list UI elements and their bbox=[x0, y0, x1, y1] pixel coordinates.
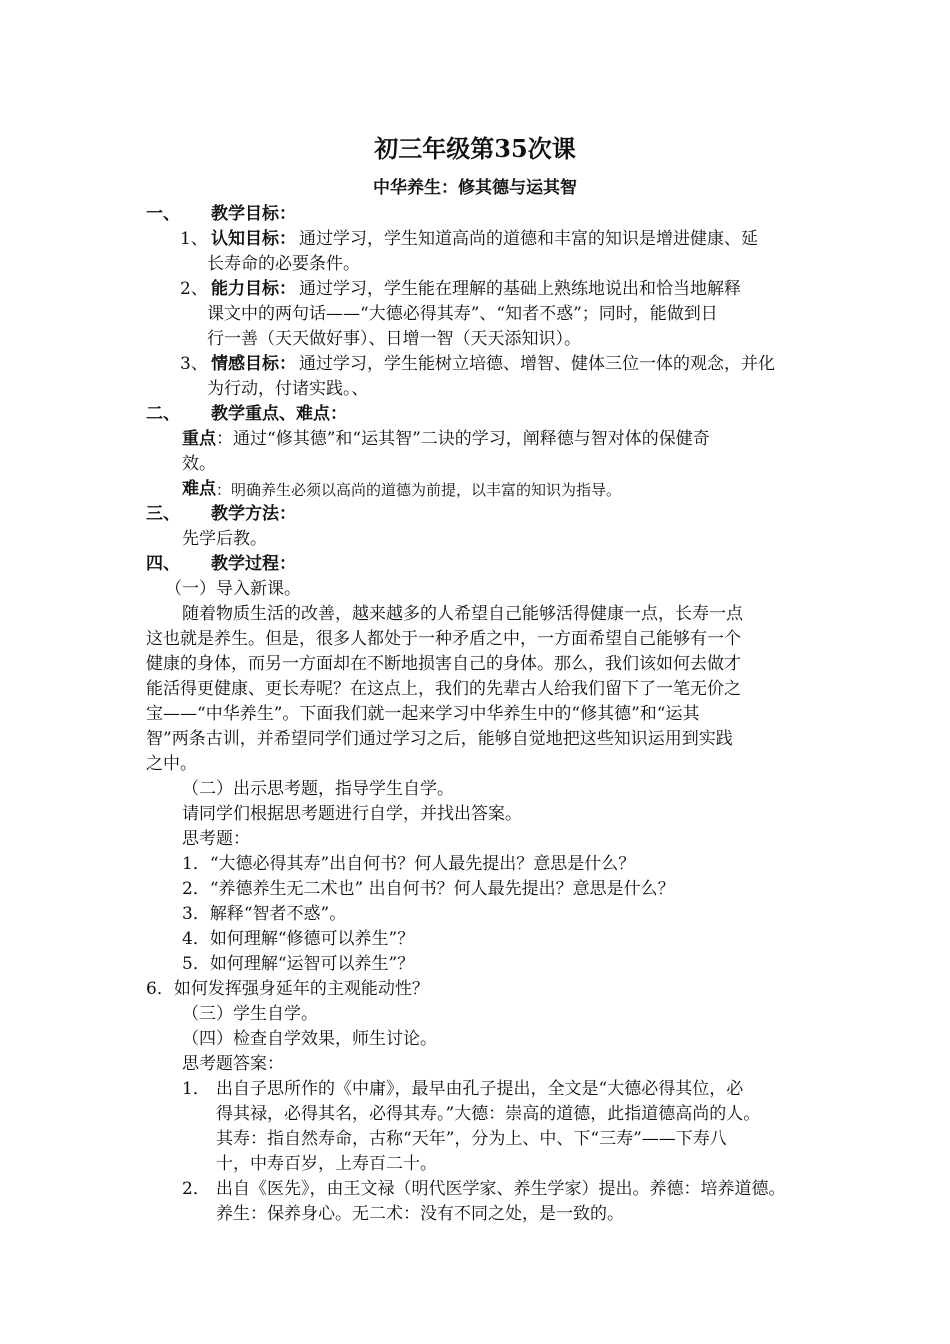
intro-line-7: 之中。 bbox=[146, 754, 197, 774]
section-1-number: 一、 bbox=[146, 204, 180, 224]
goal-2-label: 能力目标： bbox=[211, 279, 296, 299]
step-1-heading: （一）导入新课。 bbox=[165, 579, 301, 599]
answer-1-number: 1． bbox=[182, 1079, 210, 1099]
method-text: 先学后教。 bbox=[182, 529, 267, 549]
answer-1-line-4: 十，中寿百岁，上寿百二十。 bbox=[216, 1154, 437, 1174]
goal-3-line-2: 为行动，付诸实践。、 bbox=[207, 379, 369, 399]
question-5: 5．如何理解“运智可以养生”？ bbox=[182, 954, 415, 974]
answer-2-number: 2． bbox=[182, 1179, 210, 1199]
goal-3-line-1: 通过学习，学生能树立培德、增智、健体三位一体的观念，并化 bbox=[299, 354, 775, 374]
difficulty-label: 难点 bbox=[182, 479, 216, 499]
key-point-line-1: ：通过“修其德”和“运其智”二诀的学习，阐释德与智对体的保健奇 bbox=[216, 429, 710, 449]
section-4-number: 四、 bbox=[146, 554, 180, 574]
section-2-heading: 教学重点、难点： bbox=[211, 404, 347, 424]
section-1-heading: 教学目标： bbox=[211, 204, 296, 224]
answer-1-line-1: 出自子思所作的《中庸》，最早由孔子提出，全文是“大德必得其位，必 bbox=[216, 1079, 744, 1099]
intro-line-3: 健康的身体，而另一方面却在不断地损害自己的身体。那么，我们该如何去做才 bbox=[146, 654, 741, 674]
question-2: 2．“养德养生无二术也” 出自何书？何人最先提出？意思是什么？ bbox=[182, 879, 675, 899]
answer-1-line-2: 得其禄，必得其名，必得其寿。”大德：崇高的道德，此指道德高尚的人。 bbox=[216, 1104, 761, 1124]
question-4: 4．如何理解“修德可以养生”？ bbox=[182, 929, 415, 949]
step-2-text: 请同学们根据思考题进行自学，并找出答案。 bbox=[182, 804, 522, 824]
question-3: 3．解释“智者不惑”。 bbox=[182, 904, 347, 924]
questions-label: 思考题： bbox=[182, 829, 250, 849]
intro-line-2: 这也就是养生。但是，很多人都处于一种矛盾之中，一方面希望自己能够有一个 bbox=[146, 629, 741, 649]
page-title: 初三年级第35次课 bbox=[374, 134, 576, 163]
answer-1-line-3: 其寿：指自然寿命，古称“天年”，分为上、中、下“三寿”——下寿八 bbox=[216, 1129, 727, 1149]
goal-1-label: 认知目标： bbox=[211, 229, 296, 249]
goal-2-number: 2、 bbox=[180, 279, 208, 299]
difficulty-text: ：明确养生必须以高尚的道德为前提，以丰富的知识为指导。 bbox=[216, 481, 622, 499]
page-subtitle: 中华养生：修其德与运其智 bbox=[373, 178, 577, 198]
section-4-heading: 教学过程： bbox=[211, 554, 296, 574]
intro-line-6: 智”两条古训，并希望同学们通过学习之后，能够自觉地把这些知识运用到实践 bbox=[146, 729, 733, 749]
section-3-number: 三、 bbox=[146, 504, 180, 524]
step-4-heading: （四）检查自学效果，师生讨论。 bbox=[182, 1029, 437, 1049]
question-6: 6．如何发挥强身延年的主观能动性？ bbox=[146, 979, 429, 999]
key-point-label: 重点 bbox=[182, 429, 216, 449]
goal-3-label: 情感目标： bbox=[211, 354, 296, 374]
key-point-line-2: 效。 bbox=[182, 454, 216, 474]
goal-2-line-3: 行一善（天天做好事）、日增一智（天天添知识）。 bbox=[207, 329, 581, 349]
intro-line-5: 宝——“中华养生”。下面我们就一起来学习中华养生中的“修其德”和“运其 bbox=[146, 704, 700, 724]
step-2-heading: （二）出示思考题，指导学生自学。 bbox=[182, 779, 454, 799]
goal-1-line-2: 长寿命的必要条件。 bbox=[207, 254, 360, 274]
goal-3-number: 3、 bbox=[180, 354, 208, 374]
goal-2-line-2: 课文中的两句话——“大德必得其寿”、“知者不惑”；同时，能做到日 bbox=[207, 304, 718, 324]
question-1: 1．“大德必得其寿”出自何书？何人最先提出？意思是什么？ bbox=[182, 854, 636, 874]
section-2-number: 二、 bbox=[146, 404, 180, 424]
answer-2-line-2: 养生：保养身心。无二术：没有不同之处，是一致的。 bbox=[216, 1204, 624, 1224]
answer-2-line-1: 出自《医先》，由王文禄（明代医学家、养生学家）提出。养德：培养道德。 bbox=[216, 1179, 786, 1199]
answers-label: 思考题答案： bbox=[182, 1054, 284, 1074]
section-3-heading: 教学方法： bbox=[211, 504, 296, 524]
goal-1-line-1: 通过学习，学生知道高尚的道德和丰富的知识是增进健康、延 bbox=[299, 229, 758, 249]
goal-1-number: 1、 bbox=[180, 229, 208, 249]
intro-line-4: 能活得更健康、更长寿呢？在这点上，我们的先辈古人给我们留下了一笔无价之 bbox=[146, 679, 741, 699]
intro-line-1: 随着物质生活的改善，越来越多的人希望自己能够活得健康一点，长寿一点 bbox=[182, 604, 743, 624]
step-3-heading: （三）学生自学。 bbox=[182, 1004, 318, 1024]
goal-2-line-1: 通过学习，学生能在理解的基础上熟练地说出和恰当地解释 bbox=[299, 279, 741, 299]
